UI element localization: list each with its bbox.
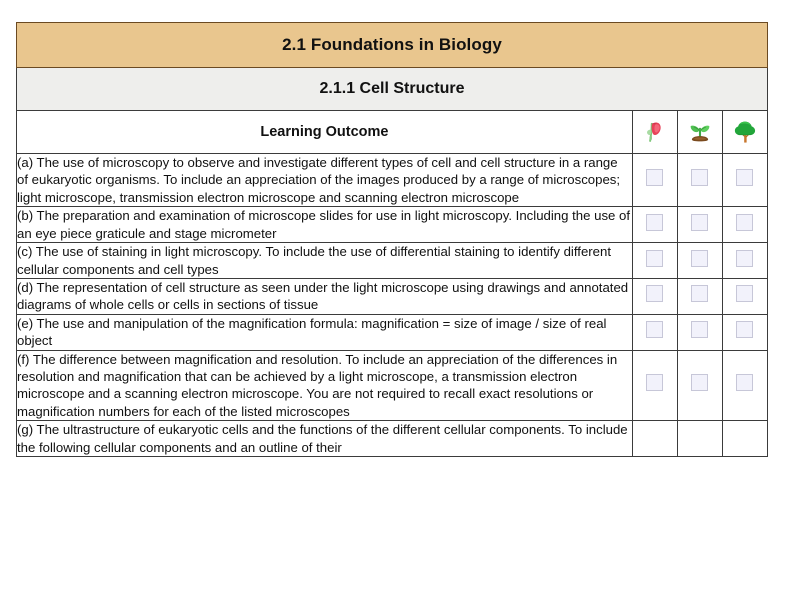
- table-row: [17, 350, 768, 421]
- checkbox-cell-high[interactable]: [722, 350, 767, 421]
- table-title-row: [17, 23, 768, 68]
- confidence-checkbox-high[interactable]: [736, 321, 753, 338]
- learning-outcome-text: (e) The use and manipulation of the magnification formula: magnification = size of image / size of real object: [17, 314, 633, 350]
- checkbox-cell-medium[interactable]: [677, 207, 722, 243]
- learning-outcome-text: (g) The ultrastructure of eukaryotic cells and the functions of the different cellular components. To include the following cellular components and an outline of their: [17, 421, 633, 457]
- learning-outcome-text: (f) The difference between magnification and resolution. To include an appreciation of the differences in resolution and magnification that can be achieved by a light microscope, a transmission electron microscope and a scanning electron microscope. You are not required to recall exact resolutions or magnification numbers for each of the listed microscopes: [17, 350, 633, 421]
- table-row: [17, 278, 768, 314]
- checkbox-cell-medium[interactable]: [677, 154, 722, 207]
- checkbox-cell-medium[interactable]: [677, 278, 722, 314]
- confidence-checkbox-high[interactable]: [736, 214, 753, 231]
- column-header-learning-outcome: [17, 111, 633, 154]
- confidence-checkbox-high[interactable]: [736, 169, 753, 186]
- checkbox-cell-low[interactable]: [632, 314, 677, 350]
- table-subtitle-row: [17, 68, 768, 111]
- column-header-low-confidence: [632, 111, 677, 154]
- document-subtitle-cell: [17, 68, 768, 111]
- learning-outcome-text: (b) The preparation and examination of microscope slides for use in light microscopy. Including the use of an eye piece graticule and stage micrometer: [17, 207, 633, 243]
- checkbox-cell-medium[interactable]: [677, 421, 722, 457]
- table-row: [17, 207, 768, 243]
- checkbox-cell-low[interactable]: [632, 243, 677, 279]
- column-header-high-confidence: [722, 111, 767, 154]
- checkbox-cell-low[interactable]: [632, 350, 677, 421]
- wilted-flower-icon: [642, 119, 668, 145]
- table-header-row: [17, 111, 768, 154]
- table-row: [17, 243, 768, 279]
- checkbox-cell-high[interactable]: [722, 207, 767, 243]
- checkbox-cell-low[interactable]: [632, 278, 677, 314]
- confidence-checkbox-medium[interactable]: [691, 321, 708, 338]
- page-subtitle: 2.1.1 Cell Structure: [319, 80, 465, 97]
- checkbox-cell-low[interactable]: [632, 207, 677, 243]
- checkbox-cell-medium[interactable]: [677, 350, 722, 421]
- confidence-checkbox-low[interactable]: [646, 169, 663, 186]
- confidence-checkbox-high[interactable]: [736, 250, 753, 267]
- confidence-checkbox-low[interactable]: [646, 321, 663, 338]
- page-title: 2.1 Foundations in Biology: [282, 35, 502, 54]
- learning-outcome-text: (a) The use of microscopy to observe and investigate different types of cell and cell structure in a range of eukaryotic organisms. To include an appreciation of the images produced by a range of microscopes; light microscope, transmission electron microscope and scanning electron microscope: [17, 154, 633, 207]
- confidence-checkbox-low[interactable]: [646, 285, 663, 302]
- checkbox-cell-high[interactable]: [722, 243, 767, 279]
- confidence-checkbox-medium[interactable]: [691, 214, 708, 231]
- learning-outcomes-table: [16, 22, 768, 457]
- checkbox-cell-low[interactable]: [632, 421, 677, 457]
- checkbox-cell-medium[interactable]: [677, 243, 722, 279]
- confidence-checkbox-low[interactable]: [646, 214, 663, 231]
- checkbox-cell-high[interactable]: [722, 314, 767, 350]
- document-title-cell: [17, 23, 768, 68]
- checkbox-cell-high[interactable]: [722, 154, 767, 207]
- confidence-checkbox-medium[interactable]: [691, 285, 708, 302]
- confidence-checkbox-medium[interactable]: [691, 250, 708, 267]
- confidence-checkbox-low[interactable]: [646, 374, 663, 391]
- checkbox-cell-low[interactable]: [632, 154, 677, 207]
- checkbox-cell-high[interactable]: [722, 278, 767, 314]
- learning-outcome-text: (c) The use of staining in light microscopy. To include the use of differential staining to identify different cellular components and cell types: [17, 243, 633, 279]
- confidence-checkbox-low[interactable]: [646, 250, 663, 267]
- confidence-checkbox-high[interactable]: [736, 374, 753, 391]
- column-header-medium-confidence: [677, 111, 722, 154]
- checkbox-cell-high[interactable]: [722, 421, 767, 457]
- table-row: [17, 421, 768, 457]
- checkbox-cell-medium[interactable]: [677, 314, 722, 350]
- confidence-checkbox-medium[interactable]: [691, 374, 708, 391]
- learning-outcome-text: (d) The representation of cell structure as seen under the light microscope using drawings and annotated diagrams of whole cells or cells in sections of tissue: [17, 278, 633, 314]
- table-row: [17, 314, 768, 350]
- column-header-label: Learning Outcome: [260, 124, 389, 140]
- tree-icon: [732, 119, 758, 145]
- table-row: [17, 154, 768, 207]
- confidence-checkbox-medium[interactable]: [691, 169, 708, 186]
- confidence-checkbox-high[interactable]: [736, 285, 753, 302]
- seedling-icon: [687, 119, 713, 145]
